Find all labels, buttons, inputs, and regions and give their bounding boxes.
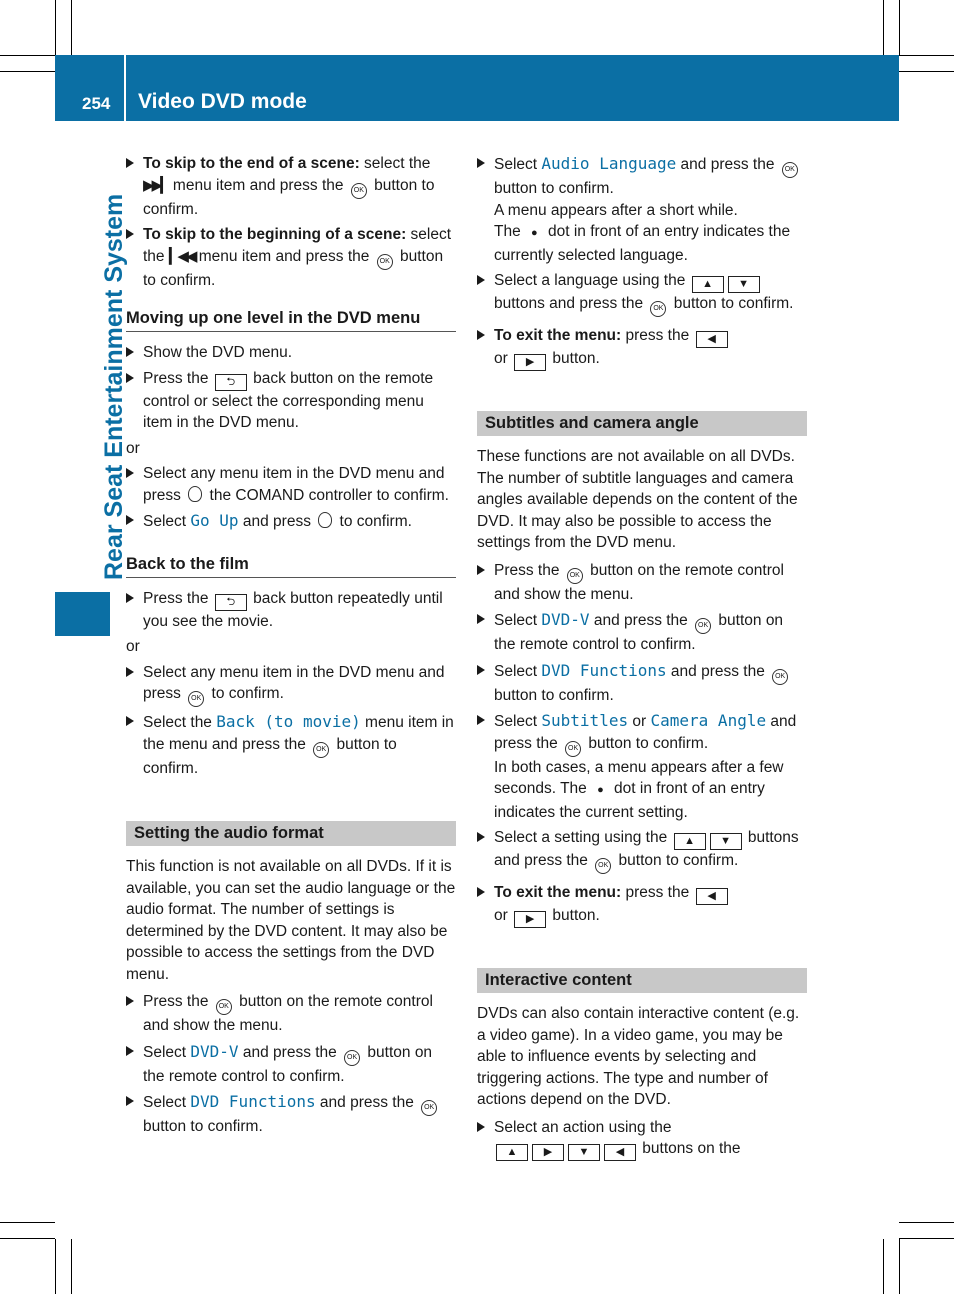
- list-item: [126, 224, 456, 291]
- right-column: [477, 153, 807, 1165]
- text: select the: [359, 155, 431, 172]
- skip-forward-icon: ▶▶▎: [143, 176, 169, 194]
- bullet-arrow-icon: [126, 1046, 134, 1056]
- menu-term: Back (to movie): [216, 712, 361, 731]
- bullet-arrow-icon: [126, 667, 134, 677]
- controller-press-icon: [318, 512, 332, 528]
- bullet-arrow-icon: [477, 887, 485, 897]
- text: button to confirm.: [584, 734, 709, 752]
- text: and press: [238, 513, 316, 530]
- step-label: To exit the menu:: [494, 327, 622, 344]
- or-text: or: [126, 439, 140, 457]
- bullet-arrow-icon: [477, 614, 485, 624]
- ok-button-icon: OK: [188, 691, 204, 707]
- text: Select: [494, 156, 542, 173]
- menu-term: Camera Angle: [650, 711, 767, 730]
- text: Select: [143, 513, 191, 530]
- list-item: [477, 660, 807, 707]
- bullet-arrow-icon: [477, 275, 485, 285]
- text: button.: [548, 907, 600, 924]
- down-arrow-icon: ▼: [728, 276, 760, 293]
- text: button to confirm.: [614, 852, 739, 869]
- menu-term: Go Up: [190, 511, 239, 530]
- crop-mark: [899, 0, 900, 55]
- subheading: Back to the film: [126, 555, 456, 578]
- text: button to confirm.: [494, 180, 614, 197]
- text: press the: [621, 327, 694, 344]
- crop-mark: [883, 0, 884, 55]
- text: menu item and press the: [168, 176, 348, 194]
- ok-button-icon: OK: [377, 254, 393, 270]
- crop-mark: [55, 1239, 56, 1294]
- menu-term: Audio Language: [541, 154, 677, 173]
- ok-button-icon: OK: [772, 669, 788, 685]
- text: to confirm.: [207, 685, 284, 702]
- bullet-arrow-icon: [126, 373, 134, 383]
- list-item: [477, 270, 807, 317]
- crop-mark: [899, 1239, 900, 1294]
- text: select the: [143, 226, 452, 265]
- ok-button-icon: OK: [313, 742, 329, 758]
- text: Press the: [143, 589, 213, 607]
- bullet-arrow-icon: [126, 158, 134, 168]
- up-arrow-icon: ▲: [496, 1144, 528, 1161]
- right-arrow-icon: ▶: [514, 911, 546, 928]
- menu-term: DVD-V: [541, 610, 590, 629]
- crop-mark: [883, 1239, 884, 1294]
- text: buttons and press the: [494, 829, 799, 869]
- text: In both cases, a menu appears after a few seconds. The: [494, 758, 784, 797]
- bullet-arrow-icon: [477, 330, 485, 340]
- text: Select the: [143, 714, 217, 731]
- text: Show the DVD menu.: [143, 344, 293, 361]
- bullet-arrow-icon: [126, 1096, 134, 1106]
- list-item: [477, 153, 807, 266]
- text: Select: [143, 1043, 191, 1061]
- list-item: [477, 325, 807, 371]
- crop-mark: [0, 1222, 55, 1223]
- text: back button repeatedly until you see the movie.: [143, 589, 443, 630]
- step-label: To skip to the end of a scene:: [143, 155, 360, 172]
- ok-button-icon: OK: [595, 858, 611, 874]
- text: and press the: [676, 156, 779, 173]
- list-item: [477, 560, 807, 606]
- text: Select a setting using the: [494, 829, 672, 846]
- left-arrow-icon: ◀: [696, 888, 728, 905]
- text: Press the: [494, 561, 564, 579]
- list-item: [477, 710, 807, 823]
- or-text: or: [126, 638, 140, 655]
- ok-button-icon: OK: [567, 568, 583, 584]
- crop-mark: [899, 1222, 954, 1223]
- down-arrow-icon: ▼: [568, 1144, 600, 1161]
- text: button to confirm.: [494, 686, 614, 704]
- list-item: [477, 882, 807, 928]
- bullet-arrow-icon: [477, 565, 485, 575]
- text: Select: [494, 662, 542, 680]
- text: button.: [548, 350, 600, 367]
- section-side-title: Rear Seat Entertainment System: [100, 193, 128, 580]
- step-label: To skip to the beginning of a scene:: [143, 226, 407, 243]
- skip-back-icon: ▎◀◀: [168, 247, 195, 265]
- header-divider: [124, 55, 126, 121]
- bullet-arrow-icon: [126, 229, 134, 239]
- list-item: [126, 662, 456, 708]
- text: menu item and press the: [194, 247, 374, 265]
- bullet-arrow-icon: [477, 158, 485, 168]
- crop-mark: [0, 55, 55, 56]
- text: Select any menu item in the DVD menu and press: [143, 663, 445, 702]
- crop-mark: [71, 0, 72, 55]
- text: button to confirm.: [143, 735, 397, 777]
- text: and press the: [238, 1043, 342, 1061]
- page-title: Video DVD mode: [138, 90, 307, 113]
- section-heading: Interactive content: [477, 968, 807, 993]
- text: press the: [621, 884, 694, 901]
- list-item: [126, 342, 456, 364]
- text: button to confirm.: [143, 1118, 263, 1135]
- right-arrow-icon: ▶: [532, 1144, 564, 1161]
- ok-button-icon: OK: [650, 301, 666, 317]
- text: The: [494, 223, 526, 240]
- bullet-arrow-icon: [126, 593, 134, 603]
- text: button on the remote control to confirm.: [494, 612, 784, 653]
- list-item: [126, 711, 456, 779]
- text: and press the: [494, 713, 797, 752]
- text: button to confirm.: [669, 295, 794, 312]
- text: Select: [143, 1094, 191, 1111]
- menu-term: DVD Functions: [190, 1092, 316, 1111]
- text: buttons and press the: [494, 295, 648, 312]
- crop-mark: [899, 71, 954, 72]
- list-item: [126, 991, 456, 1037]
- text: Press the: [143, 993, 213, 1010]
- up-arrow-icon: ▲: [674, 833, 706, 850]
- paragraph: DVDs can also contain interactive content (e.g. a video game). In a video game, you may be able to influence events by selecting and triggering actions. The type and number of actions depend on the DVD.: [477, 1005, 800, 1108]
- text: dot in front of an entry indicates the currently selected language.: [494, 223, 791, 264]
- crop-mark: [899, 1238, 954, 1239]
- text: back button on the remote control or select the corresponding menu item in the DVD menu.: [143, 369, 434, 431]
- list-item: [477, 1117, 807, 1162]
- text: and press the: [315, 1094, 419, 1111]
- back-button-icon: ⮌: [215, 374, 247, 391]
- text: or: [494, 350, 513, 367]
- bullet-arrow-icon: [477, 715, 485, 725]
- bullet-arrow-icon: [477, 665, 485, 675]
- list-item: [126, 368, 456, 434]
- side-tab-marker: [55, 592, 110, 636]
- list-item: [126, 463, 456, 506]
- text: Press the: [143, 369, 213, 387]
- menu-term: DVD Functions: [541, 660, 667, 680]
- text: buttons on the: [638, 1140, 741, 1157]
- text: button on the remote control and show the menu.: [494, 561, 784, 603]
- text: Select: [494, 713, 542, 730]
- ok-button-icon: OK: [216, 999, 232, 1015]
- menu-term: DVD-V: [190, 1041, 239, 1061]
- bullet-arrow-icon: [477, 1122, 485, 1132]
- paragraph: These functions are not available on all DVDs. The number of subtitle languages and camera angles available depends on the content of the DVD. It may also be possible to access the settings from the DVD menu.: [477, 448, 798, 551]
- ok-button-icon: OK: [782, 162, 798, 178]
- ok-button-icon: OK: [695, 618, 711, 634]
- bullet-arrow-icon: [126, 347, 134, 357]
- crop-mark: [55, 0, 56, 55]
- right-arrow-icon: ▶: [514, 354, 546, 371]
- controller-press-icon: [188, 486, 202, 502]
- up-arrow-icon: ▲: [692, 276, 724, 293]
- section-heading: Subtitles and camera angle: [477, 411, 807, 436]
- ok-button-icon: OK: [344, 1050, 360, 1066]
- bullet-arrow-icon: [126, 996, 134, 1006]
- bullet-arrow-icon: [477, 832, 485, 842]
- text: and press the: [666, 662, 770, 680]
- text: Select any menu item in the DVD menu and press: [143, 465, 445, 504]
- text: A menu appears after a short while.: [494, 201, 738, 219]
- text: or: [494, 907, 513, 924]
- list-item: [126, 510, 456, 533]
- text: or: [628, 713, 651, 730]
- crop-mark: [0, 1238, 55, 1239]
- left-arrow-icon: ◀: [696, 331, 728, 348]
- step-label: To exit the menu:: [494, 884, 622, 901]
- text: button to confirm.: [143, 176, 435, 218]
- bullet-arrow-icon: [126, 468, 134, 478]
- text: menu item in the menu and press the: [143, 714, 454, 753]
- text: button to confirm.: [143, 247, 444, 289]
- selection-dot-icon: ●: [531, 227, 538, 239]
- section-heading: Setting the audio format: [126, 821, 456, 846]
- left-arrow-icon: ◀: [604, 1144, 636, 1161]
- list-item: [477, 827, 807, 874]
- text: the COMAND controller to confirm.: [205, 486, 449, 504]
- crop-mark: [71, 1239, 72, 1294]
- list-item: [477, 609, 807, 656]
- text: Select: [494, 612, 542, 629]
- bullet-arrow-icon: [126, 716, 134, 726]
- bullet-arrow-icon: [126, 515, 134, 525]
- text: button on the remote control and show the menu.: [143, 993, 433, 1034]
- selection-dot-icon: ●: [597, 784, 604, 796]
- menu-term: Subtitles: [541, 711, 629, 730]
- ok-button-icon: OK: [421, 1100, 437, 1116]
- list-item: [126, 1041, 456, 1088]
- ok-button-icon: OK: [565, 741, 581, 757]
- ok-button-icon: OK: [351, 183, 367, 199]
- down-arrow-icon: ▼: [710, 833, 742, 850]
- subheading: Moving up one level in the DVD menu: [126, 309, 456, 332]
- crop-mark: [899, 55, 954, 56]
- page-number: 254: [82, 94, 111, 113]
- back-button-icon: ⮌: [215, 594, 247, 611]
- text: Select a language using the: [494, 272, 690, 289]
- text: button on the remote control to confirm.: [143, 1043, 433, 1085]
- list-item: [126, 588, 456, 633]
- left-column: [126, 153, 456, 1142]
- text: dot in front of an entry indicates the current setting.: [494, 780, 765, 821]
- paragraph: This function is not available on all DVDs. If it is available, you can set the audio language or the audio format. The number of settings is determined by the DVD content. It may also be possible to access the settings from the DVD menu.: [126, 858, 456, 983]
- list-item: [126, 153, 456, 220]
- text: and press the: [589, 612, 693, 629]
- crop-mark: [0, 71, 55, 72]
- list-item: [126, 1091, 456, 1138]
- text: to confirm.: [335, 513, 412, 530]
- text: Select an action using the: [494, 1118, 672, 1136]
